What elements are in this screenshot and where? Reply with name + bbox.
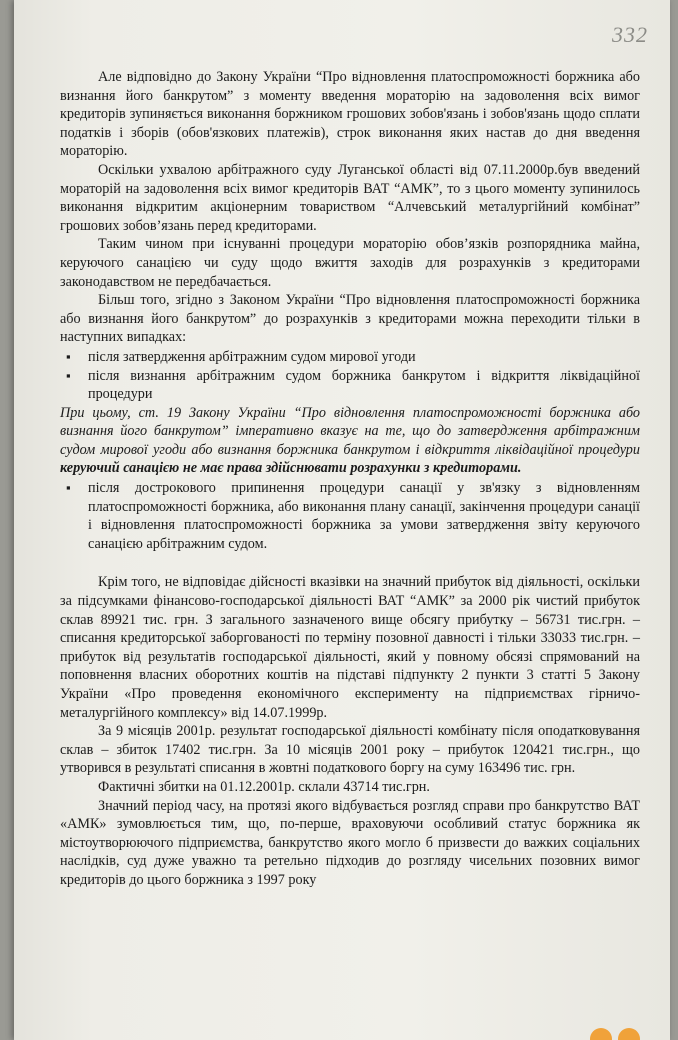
document-body: [60, 68, 640, 890]
paragraph-6: За 9 місяців 2001р. результат господарської діяльності комбінату після оподатковування склав – збиток 17402 тис.грн. За 10 місяців 2001 року – прибуток 120421 тис.грн., що утворився в результаті списання в жовтні податкового боргу на суму 163496 тис. грн.: [60, 723, 640, 777]
cases-list: [60, 348, 640, 404]
sticker-mark: [590, 1028, 612, 1040]
paragraph-8: Значний період часу, на протязі якого відбувається розгляд справи про банкрутство ВАТ «АМК» зумовлюється тим, що, по-перше, враховуючи особливий статус боржника як містоутворюючого підприємства, банкрутство якого могло б призвести до важких соціальних наслідків, суд дуже уважно та ретельно підходив до розгляду чисельних позовних вимог кредиторів до цього боржника з 1997 року: [60, 797, 640, 888]
list-item: ▪ після затвердження арбітражним судом мирової угоди: [88, 348, 640, 367]
spacer: [60, 553, 640, 573]
italic-note: [60, 404, 640, 478]
paragraph-4: Більш того, згідно з Законом України “Про відновлення платоспроможності боржника або визнання його банкрутом” до розрахунків з кредиторами можна переходити тільки в наступних випадках:: [60, 292, 640, 346]
italic-note-text: При цьому, ст. 19 Закону України “Про відновлення платоспроможності боржника або визнання його банкрутом” імперативно вказує на те, що до затвердження арбітражним судом мирової угоди або визнання боржника банкрутом і відкриття ліквідаційної процедури: [60, 404, 640, 458]
italic-note-bold: керуючий санацією не має права здійснювати розрахунки з кредиторами.: [60, 460, 522, 477]
sticker-mark: [618, 1028, 640, 1040]
list-item: ▪ після дострокового припинення процедури санації у зв'язку з відновленням платоспроможності боржника, або виконання плану санації, закінчення процедури санації і відновлення платоспроможності боржника за умови затвердження звіту керуючого санацією арбітражним судом.: [88, 479, 640, 553]
list-item: ▪ після визнання арбітражним судом боржника банкрутом і відкриття ліквідаційної процедури: [88, 367, 640, 404]
paragraph-5: Крім того, не відповідає дійсності вказівки на значний прибуток від діяльності, оскільки за підсумками фінансово-господарської діяльності ВАТ “АМК” за 2000 рік чистий прибуток склав 89921 тис. грн. З загального зазначеного вище обсягу прибутку – 56731 тис.грн. – списання кредиторської заборгованості по терміну позовної давності і тільки 33033 тис.грн. – прибуток від результатів господарської діяльності, який у повному обсязі спрямований на поповнення власних оборотних коштів на підставі підпункту 2 пункти 3 статті 5 Закону України «Про проведення економічного експерименту на підприємствах гірничо-металургійного комплексу» від 14.07.1999р.: [60, 574, 640, 721]
page-number: 332: [612, 22, 648, 47]
paragraph-1: Але відповідно до Закону України “Про відновлення платоспроможності боржника або визнання його банкрутом” з моменту введення мораторію на задоволення всіх вимог кредиторів зупиняється виконання боржником грошових зобов'язань і зобов'язань щодо сплати податків і зборів (обов'язкових платежів), строк виконання яких настав до дня введення мораторію.: [60, 69, 640, 160]
paragraph-3: Таким чином при існуванні процедури мораторію обов’язків розпорядника майна, керуючого санацією чи суду щодо вжиття заходів для розрахунків з кредиторами законодавством не передбачається.: [60, 236, 640, 290]
cases-list-continued: [60, 479, 640, 553]
paragraph-2: Оскільки ухвалою арбітражного суду Луганської області від 07.11.2000р.був введений мораторій на задоволення всіх вимог кредиторів ВАТ “АМК”, то з цього моменту зупинилось виконання відкритим акціонерним товариством “Алчевський металургійний комбінат” грошових зобов’язань перед кредиторами.: [60, 161, 640, 234]
document-page: [14, 0, 670, 1040]
paragraph-7: Фактичні збитки на 01.12.2001р. склали 43714 тис.грн.: [98, 778, 430, 795]
